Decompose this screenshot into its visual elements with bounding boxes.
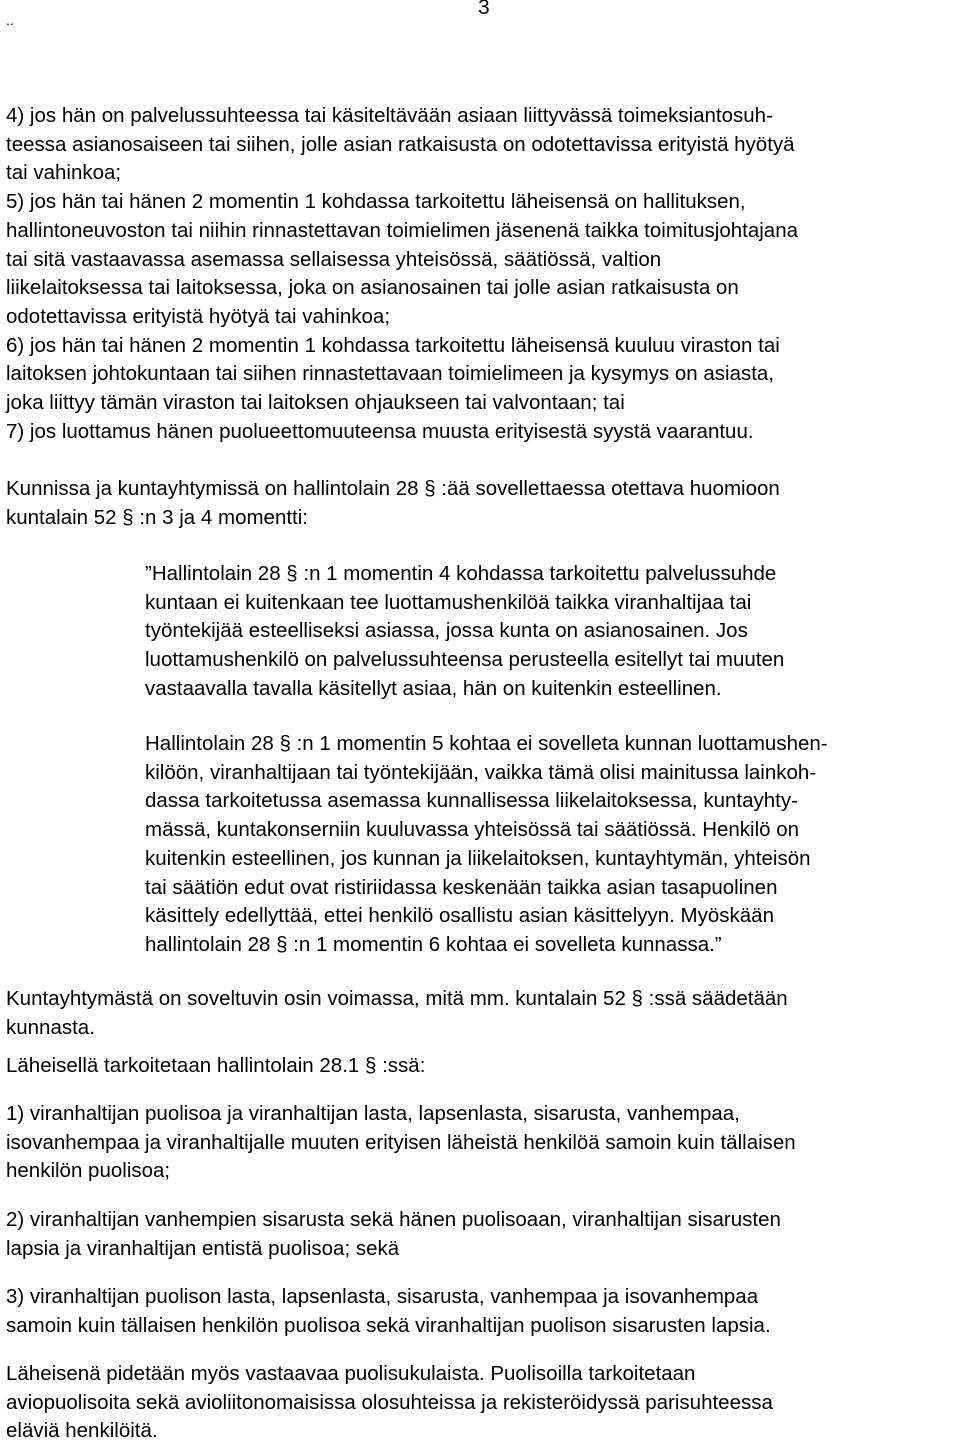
text-line: tai vahinkoa; [6, 161, 122, 185]
text-line: henkilön puolisoa; [6, 1159, 171, 1183]
text-line: 1) viranhaltijan puolisoa ja viranhaltijan lasta, lapsenlasta, sisarusta, vanhempaa, [6, 1102, 740, 1125]
relatives-item-2 [6, 1206, 954, 1263]
text-line: käsittely edellyttää, ettei henkilö osallistu asian käsittelyyn. Myöskään [145, 904, 774, 928]
text-line: 4) jos hän on palvelussuhteessa tai käsiteltävään asiaan liittyvässä toimeksiantosuh- [6, 104, 773, 127]
text-line: Hallintolain 28 § :n 1 momentin 5 kohtaa ei sovelleta kunnan luottamushen- [145, 732, 828, 755]
text-line: hallintolain 28 § :n 1 momentin 6 kohtaa ei sovelleta kunnassa.” [145, 932, 722, 956]
text-line: kuntaan ei kuitenkaan tee luottamushenkilöä taikka viranhaltijaa tai [145, 590, 752, 614]
text-line: hallintoneuvoston tai niihin rinnastettavan toimielimen jäsenenä taikka toimitusjohtajana [6, 218, 799, 242]
text-line: aviopuolisoita sekä avioliitonomaisissa olosuhteissa ja rekisteröidyssä parisuhteessa [6, 1390, 773, 1414]
text-line: laitoksen johtokuntaan tai siihen rinnastettavaan toimielimeen ja kysymys on asiasta, [6, 362, 775, 386]
text-line: kunnasta. [6, 1015, 95, 1039]
text-line: tai säätiön edut ovat ristiriidassa keskenään taikka asian tasapuolinen [145, 875, 778, 899]
text-line: Läheisellä tarkoitetaan hallintolain 28.1 § :ssä: [6, 1054, 426, 1077]
text-line: Kuntayhtymästä on soveltuvin osin voimassa, mitä mm. kuntalain 52 § :ssä säädetään [6, 987, 788, 1010]
intro-paragraph [6, 475, 954, 532]
page-number: 3 [478, 0, 490, 19]
text-line: kilöön, viranhaltijaan tai työntekijään, vaikka tämä olisi mainitussa lainkoh- [145, 760, 817, 784]
text-line: ”Hallintolain 28 § :n 1 momentin 4 kohdassa tarkoitettu palvelussuhde [145, 562, 777, 585]
text-line: 3) viranhaltijan puolison lasta, lapsenlasta, sisarusta, vanhempaa ja isovanhempaa [6, 1285, 759, 1308]
text-line: mässä, kuntakonserniin kuuluvassa yhteisössä tai säätiössä. Henkilö on [145, 818, 800, 842]
relatives-item-3 [6, 1283, 954, 1340]
text-line: kuitenkin esteellinen, jos kunnan ja liikelaitoksen, kuntayhtymän, yhteisön [145, 846, 811, 870]
closing-paragraph [6, 1360, 954, 1446]
text-line: liikelaitoksessa tai laitoksessa, joka on asianosainen tai jolle asian ratkaisusta on [6, 276, 739, 300]
text-line: työntekijää esteelliseksi asiassa, jossa kunta on asianosainen. Jos [145, 619, 748, 643]
text-line: 2) viranhaltijan vanhempien sisarusta sekä hänen puolisoaan, viranhaltijan sisarusten [6, 1208, 781, 1231]
text-line: eläviä henkilöitä. [6, 1419, 158, 1443]
text-line: Läheisenä pidetään myös vastaavaa puolisukulaista. Puolisoilla tarkoitetaan [6, 1362, 696, 1385]
quote-paragraph-2 [145, 730, 957, 960]
text-line: samoin kuin tällaisen henkilön puolisoa sekä viranhaltijan puolison sisarusten lapsia. [6, 1313, 771, 1337]
laheisella-heading [6, 1052, 954, 1081]
text-line: 6) jos hän tai hänen 2 momentin 1 kohdassa tarkoitettu läheisensä kuuluu viraston tai [6, 333, 780, 357]
text-line: isovanhempaa ja viranhaltijalle muuten erityisen läheistä henkilöä samoin kuin tällaisen [6, 1130, 796, 1154]
text-line: lapsia ja viranhaltijan entistä puolisoa; sekä [6, 1236, 400, 1260]
text-line: luottamushenkilö on palvelussuhteensa perusteella esitellyt tai muuten [145, 648, 785, 672]
quote-paragraph-1 [145, 560, 957, 704]
kuntayhtyma-paragraph [6, 985, 954, 1042]
page-top-mark: .. [6, 12, 14, 28]
relatives-item-1 [6, 1100, 954, 1186]
text-line: teessa asianosaiseen tai siihen, jolle asian ratkaisusta on odotettavissa erityistä hyötyä [6, 132, 795, 156]
text-line: odotettavissa erityistä hyötyä tai vahinkoa; [6, 304, 391, 328]
text-line: 5) jos hän tai hänen 2 momentin 1 kohdassa tarkoitettu läheisensä on hallituksen, [6, 190, 746, 214]
text-line: joka liittyy tämän viraston tai laitoksen ohjaukseen tai valvontaan; tai [6, 391, 625, 415]
text-line: dassa tarkoitetussa asemassa kunnallisessa liikelaitoksessa, kuntayhty- [145, 789, 798, 813]
text-line: tai sitä vastaavassa asemassa sellaisessa yhteisössä, säätiössä, valtion [6, 247, 662, 271]
text-line: vastaavalla tavalla käsitellyt asiaa, hän on kuitenkin esteellinen. [145, 676, 722, 700]
text-line: 7) jos luottamus hänen puolueettomuuteensa muusta erityisestä syystä vaarantuu. [6, 419, 754, 443]
text-line: kuntalain 52 § :n 3 ja 4 momentti: [6, 505, 308, 529]
conflict-list-4-7 [6, 102, 954, 446]
text-line: Kunnissa ja kuntayhtymissä on hallintolain 28 § :ää sovellettaessa otettava huomioon [6, 477, 780, 500]
